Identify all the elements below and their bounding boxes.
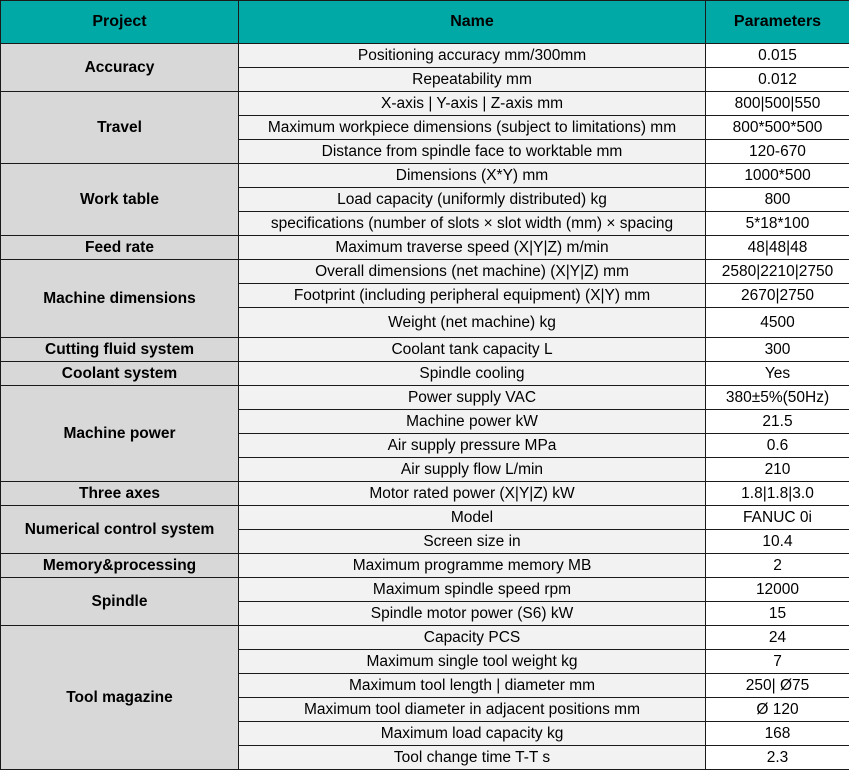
table-row: [1, 362, 849, 386]
project-cell: Numerical control system: [1, 506, 239, 554]
name-cell: Machine power kW: [239, 410, 706, 434]
table-row: [1, 260, 849, 284]
name-cell: Maximum single tool weight kg: [239, 650, 706, 674]
name-cell: Footprint (including peripheral equipment) (X|Y) mm: [239, 284, 706, 308]
table-row: [1, 164, 849, 188]
parameter-cell: 7: [706, 650, 849, 674]
table-row: [1, 44, 849, 68]
table-row: [1, 236, 849, 260]
parameter-cell: 21.5: [706, 410, 849, 434]
name-cell: Weight (net machine) kg: [239, 308, 706, 338]
parameter-cell: 800: [706, 188, 849, 212]
name-cell: Maximum spindle speed rpm: [239, 578, 706, 602]
name-cell: Maximum traverse speed (X|Y|Z) m/min: [239, 236, 706, 260]
parameter-cell: 0.015: [706, 44, 849, 68]
name-cell: Model: [239, 506, 706, 530]
header-name: Name: [239, 1, 706, 44]
table-row: [1, 92, 849, 116]
parameter-cell: 120-670: [706, 140, 849, 164]
parameter-cell: 380±5%(50Hz): [706, 386, 849, 410]
project-cell: Spindle: [1, 578, 239, 626]
table-row: [1, 482, 849, 506]
parameter-cell: 12000: [706, 578, 849, 602]
project-cell: Coolant system: [1, 362, 239, 386]
project-cell: Tool magazine: [1, 626, 239, 770]
header-row: [1, 1, 849, 44]
project-cell: Three axes: [1, 482, 239, 506]
name-cell: Maximum tool length | diameter mm: [239, 674, 706, 698]
name-cell: Air supply flow L/min: [239, 458, 706, 482]
parameter-cell: 800*500*500: [706, 116, 849, 140]
name-cell: Power supply VAC: [239, 386, 706, 410]
parameter-cell: 1.8|1.8|3.0: [706, 482, 849, 506]
project-cell: Memory&processing: [1, 554, 239, 578]
parameter-cell: Ø 120: [706, 698, 849, 722]
parameter-cell: 250| Ø75: [706, 674, 849, 698]
name-cell: Distance from spindle face to worktable mm: [239, 140, 706, 164]
parameter-cell: 2.3: [706, 746, 849, 770]
name-cell: X-axis | Y-axis | Z-axis mm: [239, 92, 706, 116]
parameter-cell: 2: [706, 554, 849, 578]
parameter-cell: 48|48|48: [706, 236, 849, 260]
project-cell: Feed rate: [1, 236, 239, 260]
name-cell: Air supply pressure MPa: [239, 434, 706, 458]
header-project: Project: [1, 1, 239, 44]
parameter-cell: 24: [706, 626, 849, 650]
name-cell: Screen size in: [239, 530, 706, 554]
table-row: [1, 578, 849, 602]
parameter-cell: 210: [706, 458, 849, 482]
name-cell: specifications (number of slots × slot width (mm) × spacing: [239, 212, 706, 236]
parameter-cell: 15: [706, 602, 849, 626]
name-cell: Spindle motor power (S6) kW: [239, 602, 706, 626]
name-cell: Maximum programme memory MB: [239, 554, 706, 578]
project-cell: Work table: [1, 164, 239, 236]
table-row: [1, 338, 849, 362]
name-cell: Tool change time T-T s: [239, 746, 706, 770]
name-cell: Motor rated power (X|Y|Z) kW: [239, 482, 706, 506]
header-parameters: Parameters: [706, 1, 849, 44]
project-cell: Travel: [1, 92, 239, 164]
table-row: [1, 386, 849, 410]
name-cell: Maximum load capacity kg: [239, 722, 706, 746]
table-row: [1, 554, 849, 578]
parameter-cell: 800|500|550: [706, 92, 849, 116]
project-cell: Accuracy: [1, 44, 239, 92]
parameter-cell: 10.4: [706, 530, 849, 554]
parameter-cell: Yes: [706, 362, 849, 386]
parameter-cell: 5*18*100: [706, 212, 849, 236]
name-cell: Repeatability mm: [239, 68, 706, 92]
project-cell: Machine dimensions: [1, 260, 239, 338]
project-cell: Cutting fluid system: [1, 338, 239, 362]
parameter-cell: 0.012: [706, 68, 849, 92]
parameter-cell: 4500: [706, 308, 849, 338]
name-cell: Spindle cooling: [239, 362, 706, 386]
name-cell: Load capacity (uniformly distributed) kg: [239, 188, 706, 212]
parameter-cell: 2580|2210|2750: [706, 260, 849, 284]
parameter-cell: 300: [706, 338, 849, 362]
spec-body: [1, 44, 849, 770]
parameter-cell: 0.6: [706, 434, 849, 458]
table-row: [1, 506, 849, 530]
parameter-cell: FANUC 0i: [706, 506, 849, 530]
parameter-cell: 2670|2750: [706, 284, 849, 308]
name-cell: Dimensions (X*Y) mm: [239, 164, 706, 188]
name-cell: Capacity PCS: [239, 626, 706, 650]
name-cell: Overall dimensions (net machine) (X|Y|Z) mm: [239, 260, 706, 284]
name-cell: Maximum tool diameter in adjacent positions mm: [239, 698, 706, 722]
name-cell: Coolant tank capacity L: [239, 338, 706, 362]
name-cell: Positioning accuracy mm/300mm: [239, 44, 706, 68]
project-cell: Machine power: [1, 386, 239, 482]
name-cell: Maximum workpiece dimensions (subject to limitations) mm: [239, 116, 706, 140]
parameter-cell: 168: [706, 722, 849, 746]
parameter-cell: 1000*500: [706, 164, 849, 188]
table-row: [1, 626, 849, 650]
